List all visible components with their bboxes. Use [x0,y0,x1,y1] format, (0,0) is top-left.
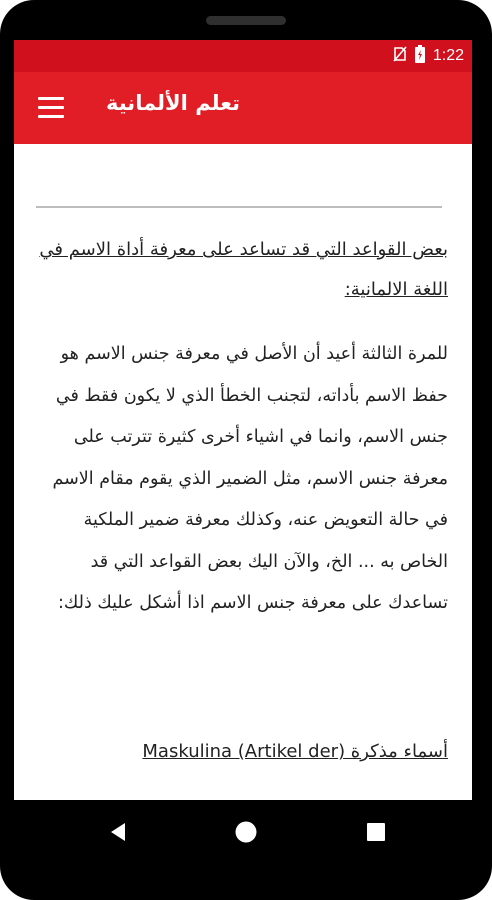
article-heading: بعض القواعد التي قد تساعد على معرفة أداة الاسم في اللغة الالمانية: [39,239,448,300]
divider [36,206,442,208]
hamburger-menu-icon[interactable] [38,97,64,119]
navigation-bar [0,800,492,866]
status-time: 1:22 [432,47,464,64]
app-title: تعلم الألمانية [106,91,240,115]
screen [14,40,472,800]
no-sim-icon [393,46,407,66]
status-icons [393,40,464,72]
article-content[interactable] [14,144,472,800]
article-paragraph: للمرة الثالثة أعيد أن الأصل في معرفة جنس الاسم هو حفظ الاسم بأداته، لتجنب الخطأ الذي لا يكون فقط في جنس الاسم، وانما في اشياء أخرى كثيرة تترتب على معرفة جنس الاسم، مثل الضمير الذي يقوم مقام الاسم في حالة التعويض عنه، وكذلك معرفة ضمير الملكية الخاص به ... الخ، والآن اليك بعض القواعد التي قد تساعدك على معرفة جنس الاسم اذا أشكل عليك ذلك: [52,344,448,613]
app-bar [14,72,472,144]
speaker-grille [206,16,286,25]
back-icon[interactable] [106,820,130,844]
home-icon[interactable] [234,820,258,844]
battery-charging-icon [415,45,425,67]
status-bar [14,40,472,72]
recents-icon[interactable] [364,820,388,844]
article-subheading: أسماء مذكرة (Maskulina (Artikel der [142,741,448,762]
